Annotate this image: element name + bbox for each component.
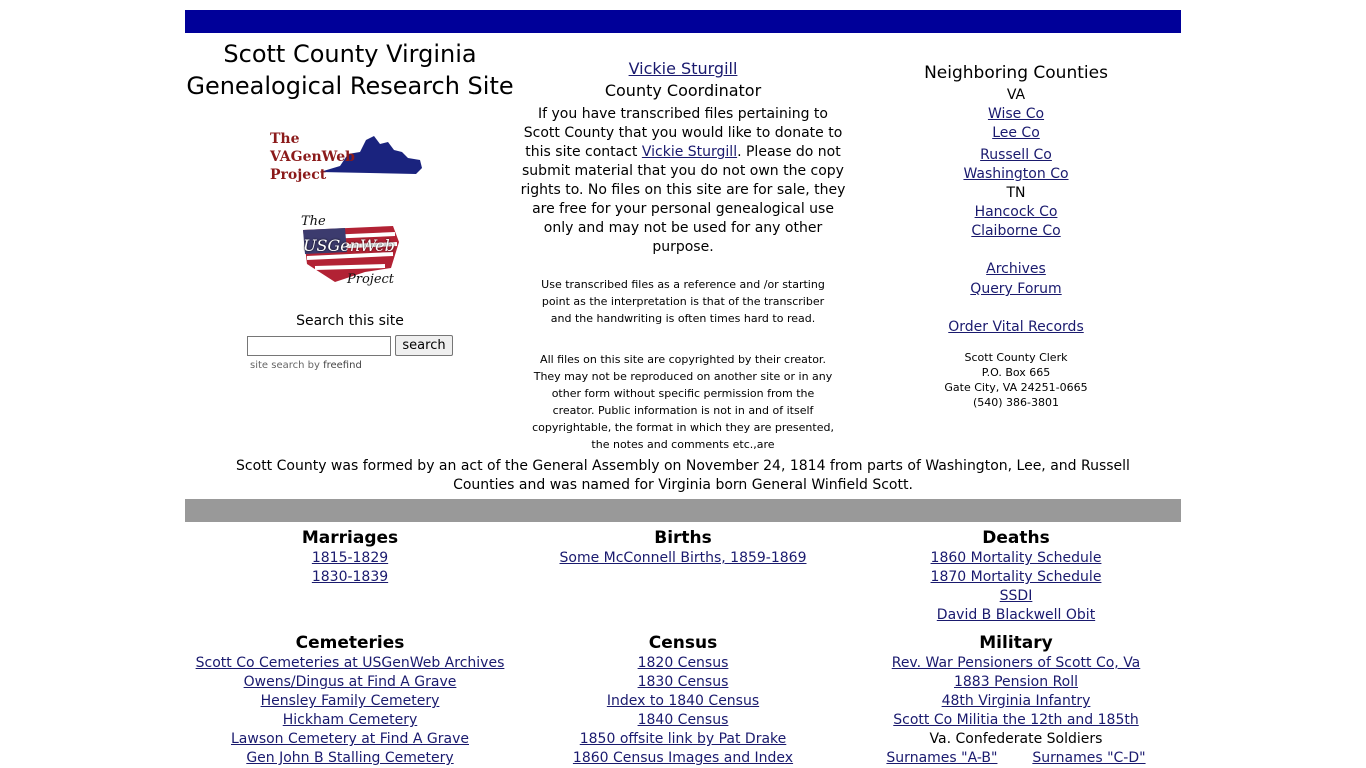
census-link-5[interactable]: 1850 offsite link by Pat Drake xyxy=(579,731,787,747)
military-link-3[interactable]: 48th Virginia Infantry xyxy=(941,693,1091,709)
births-link-mcconnell[interactable]: Some McConnell Births, 1859-1869 xyxy=(559,550,807,566)
section-military xyxy=(851,632,1181,768)
site-title-line1: Scott County Virginia xyxy=(223,40,477,68)
search-input[interactable] xyxy=(247,336,391,356)
right-column xyxy=(851,62,1181,410)
census-link-6[interactable]: 1860 Census Images and Index xyxy=(572,750,794,766)
military-link-4[interactable]: Scott Co Militia the 12th and 185th xyxy=(893,712,1139,728)
census-heading: Census xyxy=(648,633,718,653)
copyright-note: All files on this site are copyrighted by their creator. They may not be reproduced on another site or in any other form without specific permission from the creator. Public information is not in and of itself copyrightable, the format in which they are presented, the notes and comments etc.,are xyxy=(532,353,834,451)
clerk-address xyxy=(851,350,1181,410)
deaths-link-blackwell-obit[interactable]: David B Blackwell Obit xyxy=(936,607,1096,623)
vagenweb-logo-text3: Project xyxy=(270,167,327,183)
link-russell-co[interactable]: Russell Co xyxy=(980,147,1052,163)
deaths-link-1870-mortality[interactable]: 1870 Mortality Schedule xyxy=(930,569,1102,585)
search-button[interactable]: search xyxy=(395,335,452,356)
usgenweb-logo-text3: Project xyxy=(347,272,395,287)
freefind-link[interactable]: freefind xyxy=(323,360,362,371)
coordinator-role: County Coordinator xyxy=(604,81,762,100)
military-link-2[interactable]: 1883 Pension Roll xyxy=(953,674,1079,690)
link-lee-co[interactable]: Lee Co xyxy=(992,125,1040,141)
usgenweb-logo-text1: The xyxy=(301,214,326,229)
marriages-link-1815-1829[interactable]: 1815-1829 xyxy=(311,550,389,566)
coordinator-contact-link[interactable]: Vickie Sturgill xyxy=(641,144,738,160)
births-heading: Births xyxy=(654,528,712,548)
marriages-heading: Marriages xyxy=(301,528,399,548)
gray-divider-band xyxy=(185,499,1181,522)
confederate-soldiers-label: Va. Confederate Soldiers xyxy=(929,731,1103,747)
donation-text-2: . Please do not submit material that you do not own the copy rights to. No files on this site are for sale, they are free for your personal genealogical use only and may not be used for any other purpose. xyxy=(520,144,846,255)
section-deaths xyxy=(851,527,1181,625)
donation-paragraph xyxy=(520,105,846,257)
section-cemeteries xyxy=(185,632,515,768)
clerk-city: Gate City, VA 24251-0665 xyxy=(944,381,1088,394)
site-title-line2: Genealogical Research Site xyxy=(186,72,514,100)
deaths-link-1860-mortality[interactable]: 1860 Mortality Schedule xyxy=(930,550,1102,566)
usgenweb-logo-text2: USGenWeb xyxy=(303,236,395,255)
search-credit-prefix: site search by xyxy=(250,360,324,371)
search-credit xyxy=(250,360,515,371)
cemeteries-heading: Cemeteries xyxy=(295,633,405,653)
donation-text-1: If you have transcribed files pertaining to Scott County that you would like to donate to this site contact xyxy=(523,106,843,160)
section-census xyxy=(520,632,846,768)
deaths-link-ssdi[interactable]: SSDI xyxy=(999,588,1033,604)
cemeteries-link-3[interactable]: Hensley Family Cemetery xyxy=(260,693,440,709)
surnames-c-d-link[interactable]: Surnames "C-D" xyxy=(1032,750,1146,766)
vagenweb-logo[interactable] xyxy=(270,126,430,186)
link-washington-co[interactable]: Washington Co xyxy=(963,166,1069,182)
cemeteries-link-5[interactable]: Lawson Cemetery at Find A Grave xyxy=(230,731,469,747)
section-births xyxy=(520,527,846,568)
cemeteries-link-4[interactable]: Hickham Cemetery xyxy=(282,712,418,728)
coordinator-name-link[interactable]: Vickie Sturgill xyxy=(628,59,738,78)
census-link-4[interactable]: 1840 Census xyxy=(637,712,729,728)
archives-link[interactable]: Archives xyxy=(986,261,1046,277)
census-link-1[interactable]: 1820 Census xyxy=(637,655,729,671)
surnames-a-b-link[interactable]: Surnames "A-B" xyxy=(886,750,998,766)
transcription-note: Use transcribed files as a reference and /or starting point as the interpretation is that of the transcriber and the handwriting is often times hard to read. xyxy=(541,278,825,325)
search-label: Search this site xyxy=(296,313,404,329)
census-link-2[interactable]: 1830 Census xyxy=(637,674,729,690)
tn-label: TN xyxy=(1006,185,1026,201)
clerk-name: Scott County Clerk xyxy=(964,351,1068,364)
neighbors-heading: Neighboring Counties xyxy=(924,63,1108,83)
section-marriages xyxy=(185,527,515,587)
top-color-bar xyxy=(185,10,1181,33)
order-vital-records-link[interactable]: Order Vital Records xyxy=(948,319,1084,335)
link-hancock-co[interactable]: Hancock Co xyxy=(974,204,1058,220)
middle-column xyxy=(520,58,846,453)
page xyxy=(185,10,1181,768)
link-claiborne-co[interactable]: Claiborne Co xyxy=(971,223,1061,239)
usgenweb-logo[interactable] xyxy=(295,212,405,292)
clerk-phone: (540) 386-3801 xyxy=(972,396,1060,409)
military-link-1[interactable]: Rev. War Pensioners of Scott Co, Va xyxy=(891,655,1141,671)
military-heading: Military xyxy=(979,633,1053,653)
clerk-po-box: P.O. Box 665 xyxy=(981,366,1051,379)
link-wise-co[interactable]: Wise Co xyxy=(987,106,1045,122)
query-forum-link[interactable]: Query Forum xyxy=(970,281,1062,297)
surnames-row xyxy=(851,749,1181,768)
marriages-link-1830-1839[interactable]: 1830-1839 xyxy=(311,569,389,585)
deaths-heading: Deaths xyxy=(982,528,1050,548)
cemeteries-link-2[interactable]: Owens/Dingus at Find A Grave xyxy=(243,674,457,690)
vagenweb-logo-text1: The xyxy=(270,131,300,147)
va-label: VA xyxy=(1006,87,1026,103)
cemeteries-link-6[interactable]: Gen John B Stalling Cemetery xyxy=(246,750,454,766)
county-history: Scott County was formed by an act of the General Assembly on November 24, 1814 from parts of Washington, Lee, and Russell Counties and was named for Virginia born General Winfield Scott. xyxy=(236,458,1130,493)
cemeteries-link-1[interactable]: Scott Co Cemeteries at USGenWeb Archives xyxy=(195,655,505,671)
search-form xyxy=(185,335,515,356)
vagenweb-logo-text2: VAGenWeb xyxy=(270,149,355,165)
census-link-3[interactable]: Index to 1840 Census xyxy=(606,693,760,709)
left-column xyxy=(185,38,515,371)
